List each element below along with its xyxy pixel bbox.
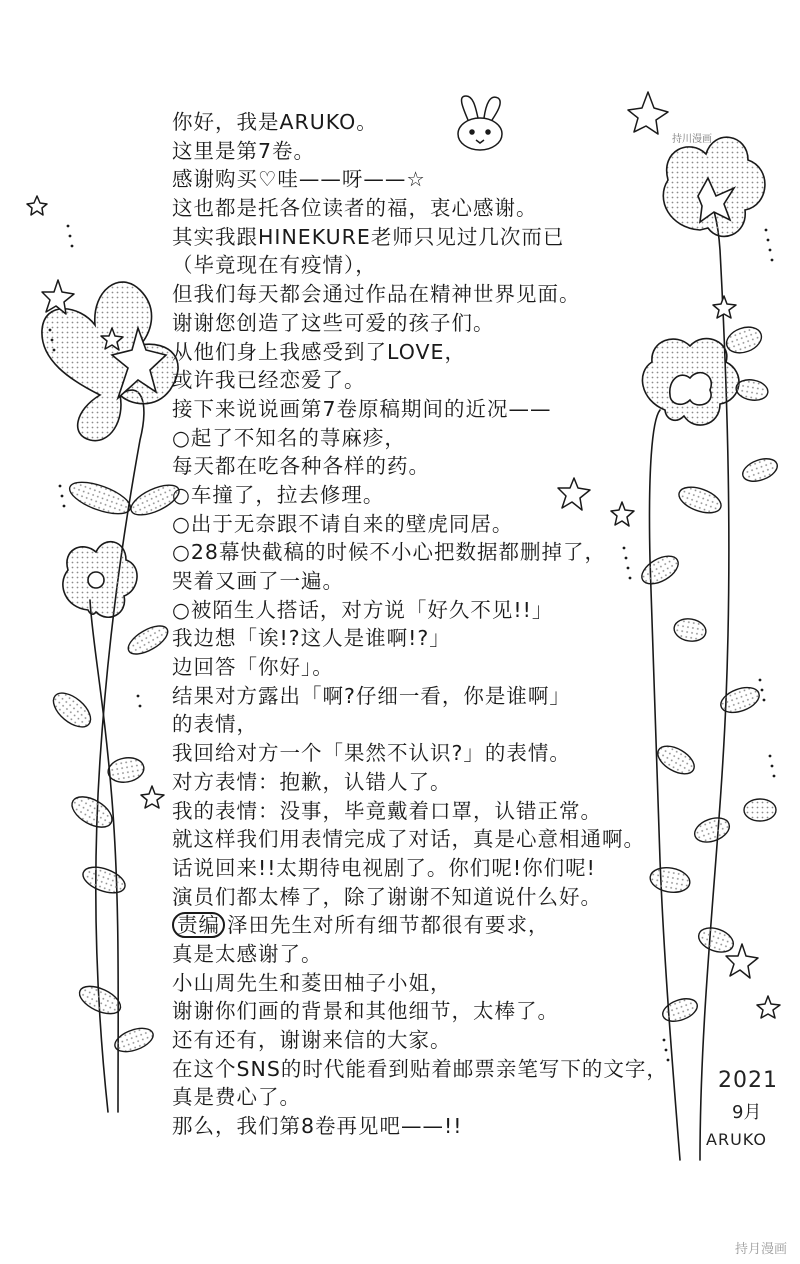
watermark-bottom: 持月漫画 [735, 1242, 788, 1257]
text-line: 对方表情：抱歉，认错人了。 [172, 769, 452, 794]
text-line: 感谢购买♡哇——呀——☆ [172, 167, 426, 192]
text-line: 但我们每天都会通过作品在精神世界见面。 [172, 282, 581, 307]
text-line: 接下来说说画第7卷原稿期间的近况—— [172, 396, 552, 421]
text-line: 真是太感谢了。 [172, 941, 323, 966]
text-line: 这里是第7卷。 [172, 138, 316, 163]
text-line: 哭着又画了一遍。 [172, 569, 344, 593]
circled-editor-label: 责编 [172, 912, 225, 938]
text-line: 小山周先生和菱田柚子小姐， [172, 970, 452, 995]
text-line: 演员们都太棒了，除了谢谢不知道说什么好。 [172, 884, 602, 909]
afterword-text [172, 108, 692, 1141]
text-line: 的表情， [172, 712, 258, 737]
text-line: ○出于无奈跟不请自来的壁虎同居。 [172, 511, 514, 536]
text-line: 在这个SNS的时代能看到贴着邮票亲笔写下的文字， [172, 1056, 668, 1081]
text-line: 从他们身上我感受到了LOVE， [172, 339, 466, 364]
text-line: 还有还有，谢谢来信的大家。 [172, 1028, 452, 1052]
signature-author: ARUKO [706, 1130, 767, 1149]
text-line: 这也都是托各位读者的福，衷心感谢。 [172, 196, 538, 221]
text-line-rest: 泽田先生对所有细节都很有要求， [227, 913, 550, 938]
text-line: 结果对方露出「啊?仔细一看，你是谁啊」 [172, 683, 571, 708]
text-line: ○28幕快截稿的时候不小心把数据都删掉了， [172, 540, 606, 565]
text-line: ○起了不知名的荨麻疹， [172, 425, 406, 450]
text-line: 我边想「诶!?这人是谁啊!?」 [172, 626, 451, 651]
text-line: 谢谢您创造了这些可爱的孩子们。 [172, 310, 495, 335]
text-line: 谢谢你们画的背景和其他细节，太棒了。 [172, 999, 559, 1024]
watermark-top: 持川漫画 [672, 134, 712, 145]
text-line: （毕竟现在有疫情）， [172, 253, 377, 278]
text-line: 每天都在吃各种各样的药。 [172, 454, 430, 479]
text-line: 其实我跟HINEKURE老师只见过几次而已 [172, 224, 565, 249]
text-line: 那么，我们第8卷再见吧——!! [172, 1114, 463, 1139]
text-line: 你好，我是ARUKO。 [172, 110, 378, 134]
text-line: ○被陌生人搭话，对方说「好久不见!!」 [172, 597, 554, 622]
text-line: 话说回来!!太期待电视剧了。你们呢!你们呢! [172, 855, 596, 880]
text-line: ○车撞了，拉去修理。 [172, 482, 385, 507]
text-line: 我回给对方一个「果然不认识?」的表情。 [172, 741, 571, 766]
text-line: 真是费心了。 [172, 1085, 301, 1110]
signature-year: 2021 [718, 1068, 778, 1093]
text-line: 边回答「你好」。 [172, 655, 334, 680]
text-line: 我的表情：没事，毕竟戴着口罩，认错正常。 [172, 798, 602, 823]
text-line: 或许我已经恋爱了。 [172, 368, 366, 393]
text-line: 就这样我们用表情完成了对话，真是心意相通啊。 [172, 827, 645, 852]
text-line [172, 911, 692, 940]
signature-month: 9月 [732, 1102, 762, 1123]
